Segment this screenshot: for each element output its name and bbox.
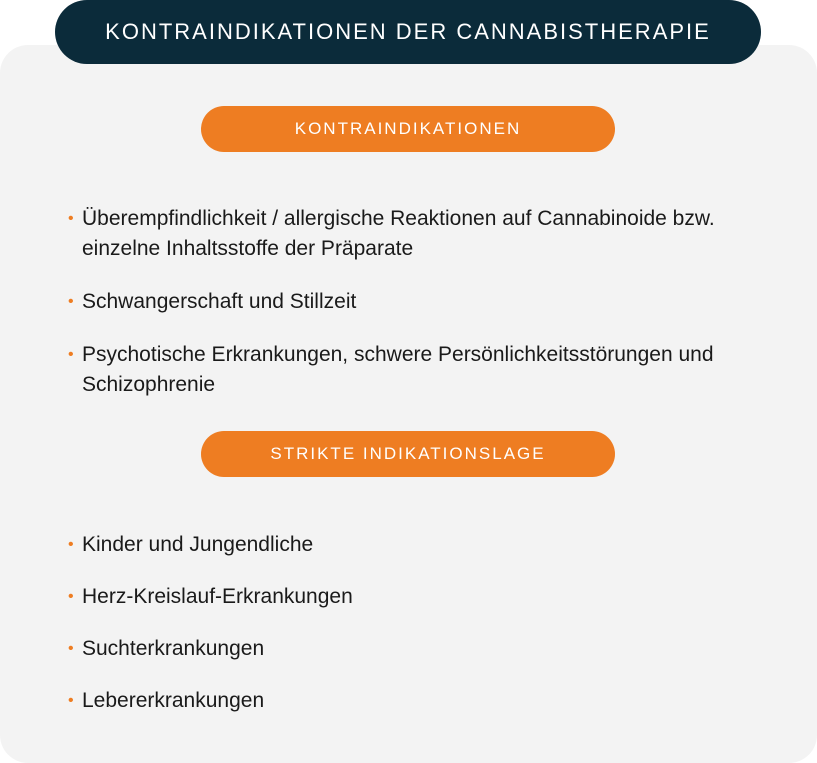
section-heading-strikte-indikationslage: STRIKTE INDIKATIONSLAGE bbox=[201, 431, 615, 477]
bullet-icon: • bbox=[68, 293, 74, 310]
list-item bbox=[68, 340, 758, 400]
list-item bbox=[68, 634, 758, 664]
list-item-text: Psychotische Erkrankungen, schwere Persönlichkeitsstörungen und Schizophrenie bbox=[82, 343, 714, 396]
list-item bbox=[68, 287, 758, 317]
bullet-icon: • bbox=[68, 210, 74, 227]
bullet-icon: • bbox=[68, 346, 74, 363]
list-item-text: Lebererkrankungen bbox=[82, 689, 265, 712]
bullet-icon: • bbox=[68, 588, 74, 605]
list-item-text: Schwangerschaft und Stillzeit bbox=[82, 290, 357, 313]
page-title: KONTRAINDIKATIONEN DER CANNABISTHERAPIE bbox=[55, 0, 761, 64]
bullet-icon: • bbox=[68, 692, 74, 709]
bullet-icon: • bbox=[68, 640, 74, 657]
list-item bbox=[68, 582, 758, 612]
bullet-icon: • bbox=[68, 536, 74, 553]
list-item bbox=[68, 530, 758, 560]
list-item-text: Suchterkrankungen bbox=[82, 637, 265, 660]
list-item-text: Überempfindlichkeit / allergische Reaktionen auf Cannabinoide bzw. einzelne Inhaltsstoffe der Präparate bbox=[82, 207, 715, 260]
list-item bbox=[68, 686, 758, 716]
list-item-text: Herz-Kreislauf-Erkrankungen bbox=[82, 585, 353, 608]
list-item-text: Kinder und Jungendliche bbox=[82, 533, 314, 556]
list-item bbox=[68, 204, 758, 264]
section-heading-kontraindikationen: KONTRAINDIKATIONEN bbox=[201, 106, 615, 152]
